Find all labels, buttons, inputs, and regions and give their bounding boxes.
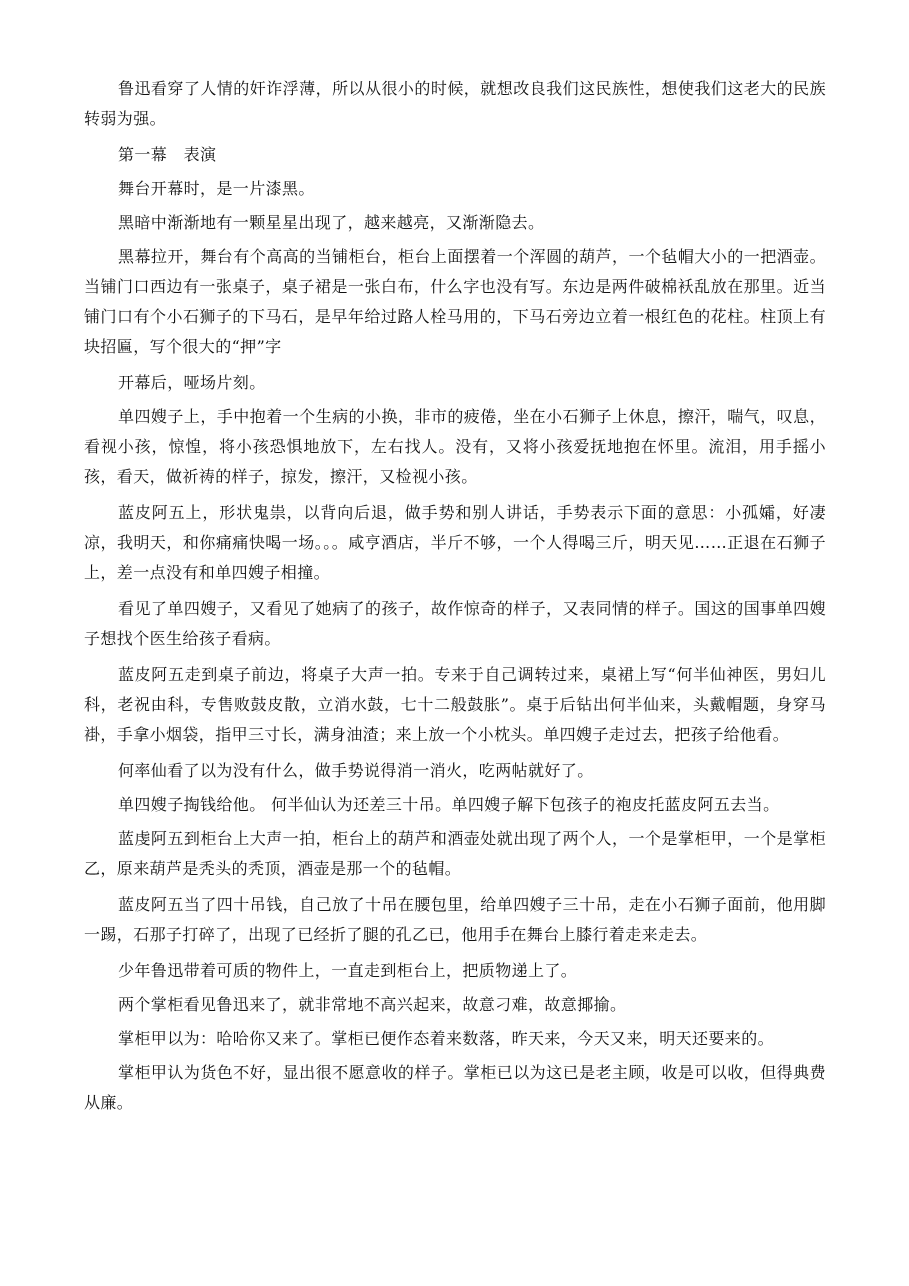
paragraph-8: 蓝皮阿五上，形状鬼祟，以背向后退，做手势和别人讲话，手势表示下面的意思：小孤孀，好凄凉，我明天，和你痛痛快喝一场。。。咸亨酒店，半斤不够，一个人得喝三斤，明天见……正退在石狮子上，差一点没有和单四嫂子相撞。 xyxy=(84,503,826,582)
document-page xyxy=(84,74,826,1124)
paragraph-15: 少年鲁迅带着可质的物件上，一直走到柜台上，把质物递上了。 xyxy=(118,961,578,980)
paragraph-9: 看见了单四嫂子，又看见了她病了的孩子，故作惊奇的样子，又表同情的样子。国这的国事单四嫂子想找个医生给孩子看病。 xyxy=(84,599,826,648)
paragraph-13: 蓝虔阿五到柜台上大声一拍，柜台上的葫芦和酒壶处就出现了两个人，一个是掌柜甲，一个是掌柜乙，原来葫芦是秃头的秃顶，酒壶是那一个的毡帽。 xyxy=(84,829,826,878)
act-heading: 第一幕 表演 xyxy=(118,145,217,164)
paragraph-11: 何率仙看了以为没有什么，做手势说得消一消火，吃两帖就好了。 xyxy=(118,761,594,780)
paragraph-12: 单四嫂子掏钱给他。 何半仙认为还差三十吊。单四嫂子解下包孩子的袍皮托蓝皮阿五去当。 xyxy=(118,795,780,814)
paragraph-5: 黑幕拉开，舞台有个高高的当铺柜台，柜台上面摆着一个浑圆的葫芦，一个毡帽大小的一把酒壶。当铺门口西边有一张桌子，桌子裙是一张白布，什么字也没有写。东边是两件破棉袄乱放在那里。近当铺门口有个小石狮子的下马石，是早年给过路人栓马用的，下马石旁边立着一根红色的花柱。柱顶上有块招匾，写个很大的“押”字 xyxy=(84,247,826,356)
paragraph-7: 单四嫂子上，手中抱着一个生病的小换，非市的疲倦，坐在小石狮子上休息，擦汗，喘气，叹息，看视小孩，惊惶，将小孩恐惧地放下，左右找人。没有，又将小孩爱抚地抱在怀里。流泪，用手摇小孩，看天，做祈祷的样子，掠发，擦汗，又检视小孩。 xyxy=(84,407,826,486)
paragraph-10: 蓝皮阿五走到桌子前边，将桌子大声一拍。专来于自己调转过来，桌裙上写“何半仙神医，男妇儿科，老祝由科，专售败鼓皮散，立消水鼓，七十二般鼓胀”。桌于后钻出何半仙来，头戴帽题，身穿马褂，手拿小烟袋，指甲三寸长，满身油渣；来上放一个小枕头。单四嫂子走过去，把孩子给他看。 xyxy=(84,665,826,744)
paragraph-6: 开幕后，哑场片刻。 xyxy=(118,373,266,392)
paragraph-3: 舞台开幕时，是一片漆黑。 xyxy=(118,179,315,198)
paragraph-1: 鲁迅看穿了人情的奸诈浮薄，所以从很小的时候，就想改良我们这民族性，想使我们这老大的民族转弱为强。 xyxy=(84,79,826,128)
paragraph-4: 黑暗中渐渐地有一颗星星出现了，越来越亮，又渐渐隐去。 xyxy=(118,213,545,232)
paragraph-14: 蓝皮阿五当了四十吊钱，自己放了十吊在腰包里，给单四嫂子三十吊，走在小石狮子面前，他用脚一踢，石那子打碎了，出现了已经折了腿的孔乙已，他用手在舞台上膝行着走来走去。 xyxy=(84,895,826,944)
paragraph-17: 掌柜甲以为：哈哈你又来了。掌柜已便作态着来数落，昨天来，今天又来，明天还要来的。 xyxy=(118,1029,775,1048)
paragraph-16: 两个掌柜看见鲁迅来了，就非常地不高兴起来，故意刁难，故意揶揄。 xyxy=(118,995,627,1014)
paragraph-18: 掌柜甲认为货色不好，显出很不愿意收的样子。掌柜已以为这已是老主顾，收是可以收，但得典费从廉。 xyxy=(84,1063,826,1112)
